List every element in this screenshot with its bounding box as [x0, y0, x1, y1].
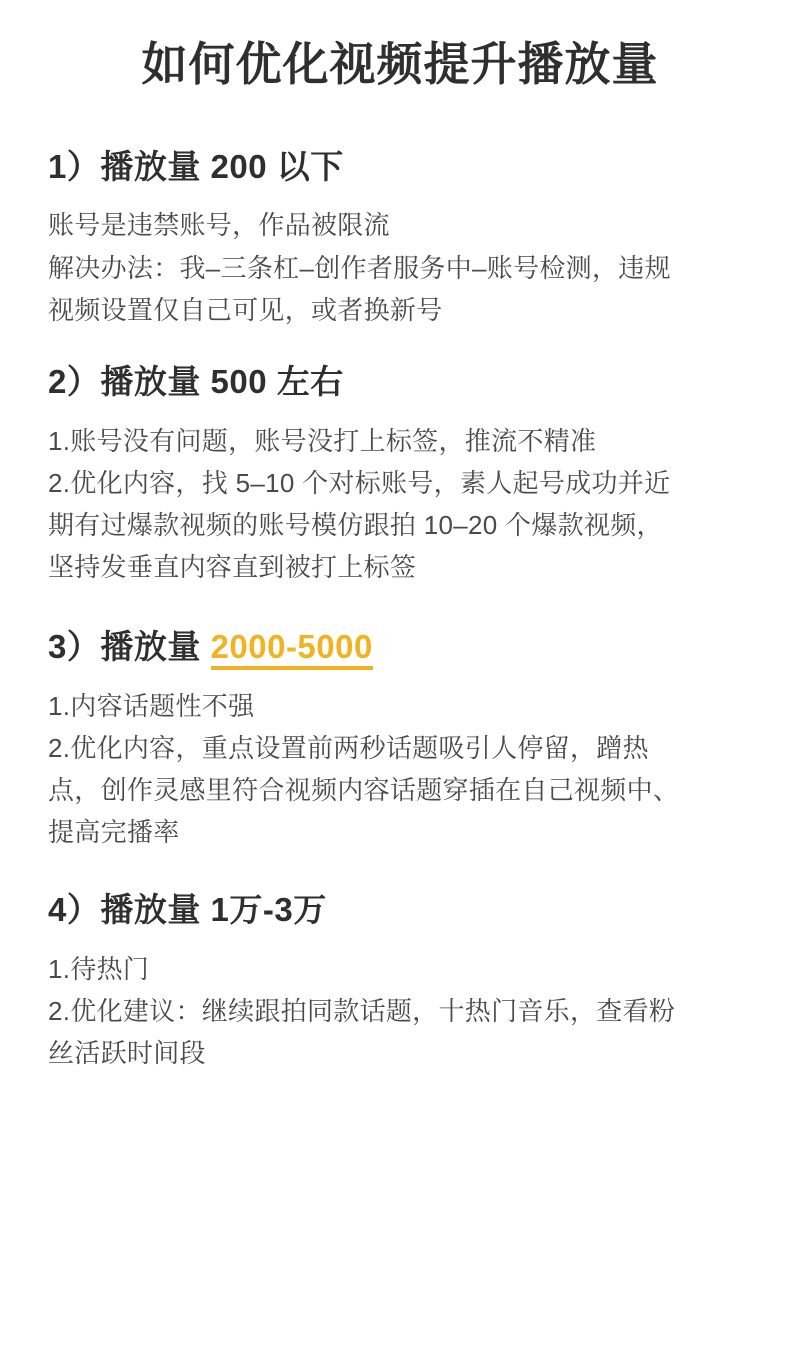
section-4-line-1: 1.待热门: [48, 954, 150, 985]
section-2-line-3: 期有过爆款视频的账号模仿跟拍 10–20 个爆款视频，: [48, 509, 663, 540]
section-4-line-2: 2.优化建议：继续跟拍同款话题，十热门音乐，查看粉: [48, 996, 676, 1027]
section-3-heading-highlight: 2000-5000: [211, 628, 373, 670]
section-4: [48, 889, 752, 1074]
section-1-line-2: 解决办法：我–三条杠–创作者服务中–账号检测，违规: [48, 252, 671, 283]
section-3-line-4: 提高完播率: [48, 817, 180, 848]
section-3-line-3: 点，创作灵感里符合视频内容话题穿插在自己视频中、: [48, 775, 680, 806]
section-2-line-2: 2.优化内容，找 5–10 个对标账号，素人起号成功并近: [48, 467, 671, 498]
section-3-heading-prefix: 3）播放量: [48, 628, 211, 666]
section-3-line-2: 2.优化内容，重点设置前两秒话题吸引人停留，蹭热: [48, 733, 649, 764]
section-1: [48, 146, 752, 331]
section-4-body: [48, 948, 752, 1074]
section-2: [48, 361, 752, 588]
section-3-heading: [48, 626, 752, 669]
section-2-body: [48, 420, 752, 588]
section-2-line-1: 1.账号没有问题，账号没打上标签，推流不精准: [48, 425, 597, 456]
section-1-line-1: 账号是违禁账号，作品被限流: [48, 210, 390, 241]
section-1-line-3: 视频设置仅自己可见，或者换新号: [48, 294, 443, 325]
section-2-heading: 2）播放量 500 左右: [48, 362, 344, 400]
section-2-line-4: 坚持发垂直内容直到被打上标签: [48, 551, 417, 582]
section-1-body: [48, 204, 752, 330]
section-4-line-3: 丝活跃时间段: [48, 1038, 206, 1069]
section-4-heading: 4）播放量 1万-3万: [48, 891, 327, 929]
section-3-body: [48, 685, 752, 853]
section-3-line-1: 1.内容话题性不强: [48, 690, 255, 721]
section-1-heading: 1）播放量 200 以下: [48, 147, 344, 185]
page-title: 如何优化视频提升播放量: [141, 38, 659, 90]
section-3: [48, 626, 752, 853]
